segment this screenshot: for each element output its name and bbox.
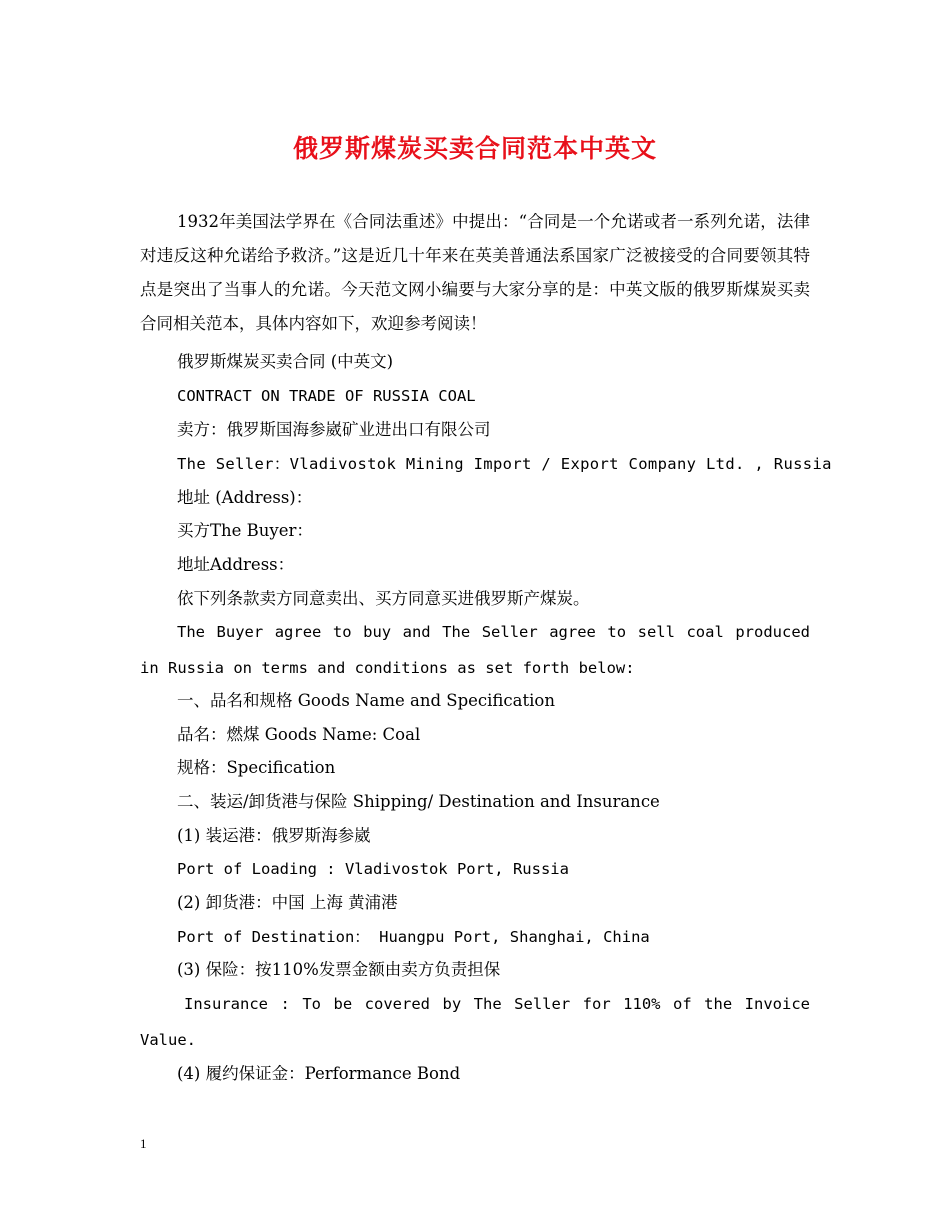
contract-title-cn: 俄罗斯煤炭买卖合同 (中英文) <box>177 352 394 371</box>
destination-port-en: Port of Destination： Huangpu Port, Shanghai, China <box>177 928 650 946</box>
loading-port-cn: (1) 装运港：俄罗斯海参崴 <box>177 826 371 845</box>
seller-en: The Seller：Vladivostok Mining Import / Export Company Ltd. , Russia <box>177 455 832 473</box>
goods-name: 品名：燃煤 Goods Name: Coal <box>177 725 421 744</box>
contract-title-en: CONTRACT ON TRADE OF RUSSIA COAL <box>177 387 476 405</box>
agree-cn: 依下列条款卖方同意卖出、买方同意买进俄罗斯产煤炭。 <box>177 589 590 608</box>
section-1-heading: 一、品名和规格 Goods Name and Specification <box>177 691 555 710</box>
document-title: 俄罗斯煤炭买卖合同范本中英文 <box>292 134 657 163</box>
specification: 规格：Specification <box>177 758 336 777</box>
buyer: 买方The Buyer： <box>177 521 313 540</box>
performance-bond: (4) 履约保证金：Performance Bond <box>177 1064 461 1083</box>
loading-port-en: Port of Loading : Vladivostok Port, Russia <box>177 860 569 878</box>
page-number: 1 <box>140 1136 147 1151</box>
address-1: 地址 (Address)： <box>177 488 313 507</box>
section-2-heading: 二、装运/卸货港与保险 Shipping/ Destination and Insurance <box>177 792 660 811</box>
agree-en: The Buyer agree to buy and The Seller agree to sell coal produced in Russia on terms and conditions as set forth below: <box>140 623 810 677</box>
address-2: 地址Address： <box>177 555 295 574</box>
seller-cn: 卖方：俄罗斯国海参崴矿业进出口有限公司 <box>177 420 491 439</box>
insurance-en: Insurance : To be covered by The Seller for 110% of the Invoice Value. <box>140 995 810 1049</box>
intro-paragraph: 1932年美国法学界在《合同法重述》中提出：“合同是一个允诺或者一系列允诺，法律对违反这种允诺给予救济。”这是近几十年来在英美普通法系国家广泛被接受的合同要领其特点是突出了当事人的允诺。今天范文网小编要与大家分享的是：中英文版的俄罗斯煤炭买卖合同相关范本，具体内容如下，欢迎参考阅读！ <box>140 212 810 333</box>
insurance-cn: (3) 保险：按110%发票金额由卖方负责担保 <box>177 960 501 979</box>
destination-port-cn: (2) 卸货港：中国 上海 黄浦港 <box>177 893 398 912</box>
